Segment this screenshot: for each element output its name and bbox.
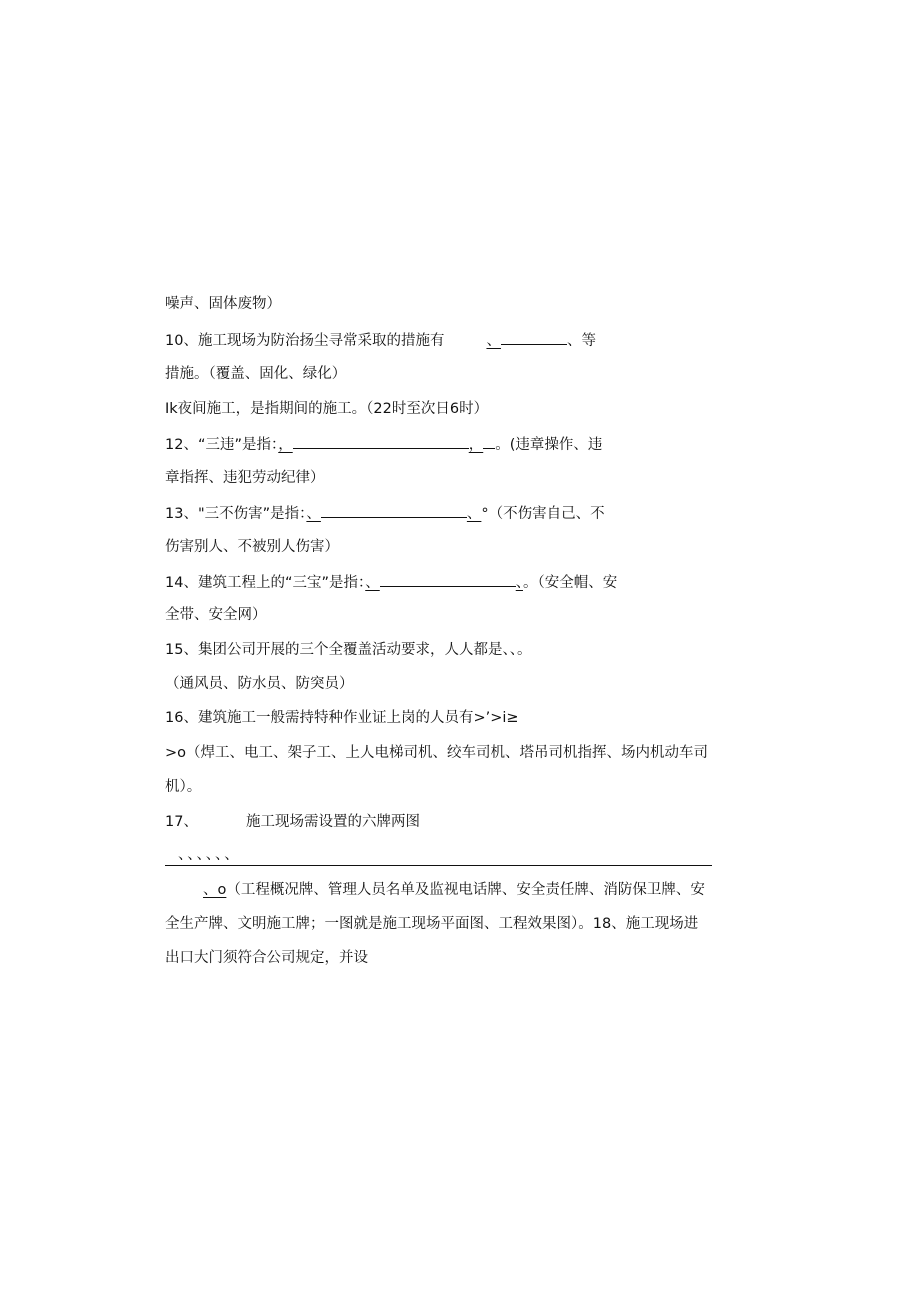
question-13-sep1: 、 [306, 506, 321, 522]
question-17-number: 17、 [165, 814, 198, 830]
question-12-answer-start: 。(违章操作、违 [495, 437, 603, 453]
question-10-line [165, 329, 596, 351]
question-12-answer: 章指挥、违犯劳动纪律） [165, 470, 325, 486]
question-18-line: 出口大门须符合公司规定，并设 [165, 950, 368, 966]
question-15-answer: （通风员、防水员、防突员） [165, 676, 354, 692]
question-14-blank [380, 571, 516, 587]
question-14-answer: 全带、安全网） [165, 607, 267, 623]
question-13-text: 13、"三不伤害”是指： [165, 506, 307, 522]
question-14-line [165, 571, 617, 593]
question-10-text: 10、施工现场为防治扬尘寻常采取的措施有 [165, 333, 445, 349]
question-17-answer [203, 880, 705, 900]
question-16-answer: >o（焊工、电工、架子工、上人电梯司机、绞车司机、塔吊司机指挥、场内机动车司 [165, 745, 709, 761]
question-10-end: 、等 [566, 333, 596, 349]
question-17-text: 施工现场需设置的六牌两图 [246, 814, 420, 830]
question-12-blank [293, 433, 469, 449]
question-15-line: 15、集团公司开展的三个全覆盖活动要求，人人都是、、。 [165, 642, 532, 658]
question-14-answer-start: 。（安全帽、安 [522, 575, 618, 591]
question-17-answer-cont: 全生产牌、文明施工牌；一图就是施工现场平面图、工程效果图）。18、施工现场进 [165, 916, 699, 932]
question-12-line [165, 433, 602, 455]
question-10-blank [501, 329, 567, 345]
question-13-sep2: 、 [466, 506, 482, 522]
question-13-answer-start: °（不伤害自己、不 [481, 506, 605, 522]
q9-answer-tail: 噪声、固体废物） [165, 296, 281, 312]
question-13-answer: 伤害别人、不被别人伤害） [165, 539, 339, 555]
question-16-answer-end: 机）。 [165, 779, 202, 795]
question-14-sep1: 、 [365, 575, 380, 591]
question-12-text: 12、“三违”是指： [165, 437, 279, 453]
question-13-line [165, 502, 605, 524]
question-17-answer-text: （工程概况牌、管理人员名单及监视电话牌、安全责任牌、消防保卫牌、安 [226, 882, 705, 898]
question-14-sep2: 、 [515, 575, 523, 591]
question-17-blanks: 、、、、、、 [178, 847, 241, 863]
divider-line [165, 865, 712, 866]
question-17-blank-mark: 、o [203, 882, 227, 898]
question-12-sep1: ， [278, 437, 293, 453]
question-12-sep2: ， [468, 437, 484, 453]
question-10-answer: 措施。（覆盖、固化、绿化） [165, 366, 347, 382]
question-13-blank [321, 502, 467, 518]
question-14-text: 14、建筑工程上的“三宝”是指： [165, 575, 366, 591]
question-16-line: 16、建筑施工一般需持特种作业证上岗的人员有>’>i≥ [165, 710, 519, 726]
question-10-sep: 、 [486, 333, 501, 349]
question-11-line: Ik夜间施工，是指期间的施工。（22时至次日6时） [165, 401, 489, 417]
question-12-blank-tail [483, 433, 495, 449]
